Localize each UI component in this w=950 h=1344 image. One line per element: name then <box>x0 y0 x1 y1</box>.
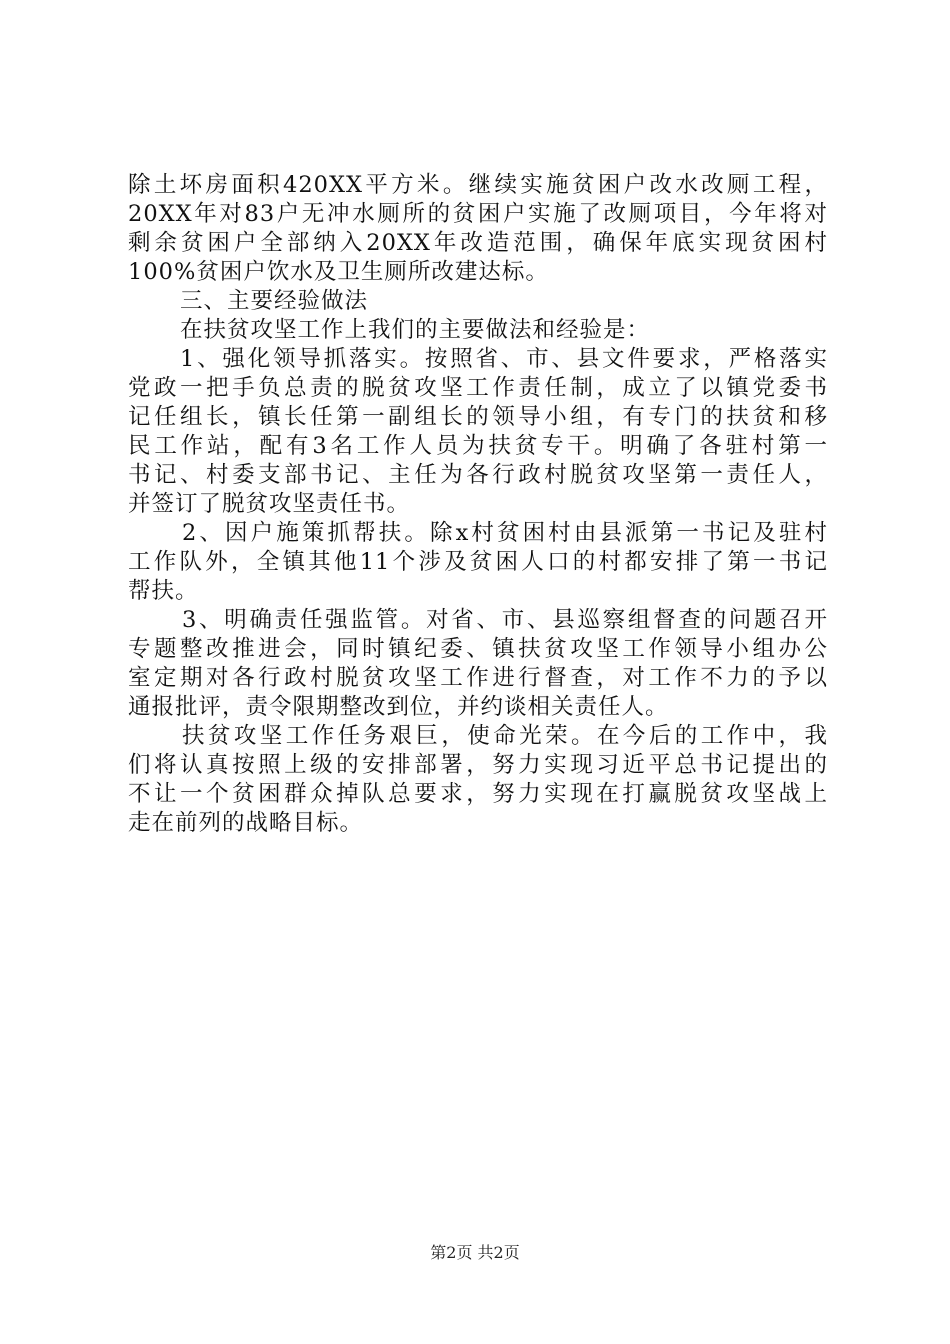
text-line: 除土坏房面积420XX平方米。继续实施贫困户改水改厕工程， <box>128 172 828 198</box>
text-line: 3、明确责任强监管。对省、市、县巡察组督查的问题召开 <box>182 607 828 633</box>
text-line: 室定期对各行政村脱贫攻坚工作进行督查，对工作不力的予以 <box>128 665 828 691</box>
text-line: 专题整改推进会，同时镇纪委、镇扶贫攻坚工作领导小组办公 <box>128 636 828 662</box>
text-line: 1、强化领导抓落实。按照省、市、县文件要求，严格落实 <box>180 346 828 372</box>
text-line: 在扶贫攻坚工作上我们的主要做法和经验是： <box>180 317 651 343</box>
text-line: 2、因户施策抓帮扶。除x村贫困村由县派第一书记及驻村 <box>182 520 828 546</box>
text-line: 民工作站，配有3名工作人员为扶贫专干。明确了各驻村第一 <box>128 433 828 459</box>
text-line: 100%贫困户饮水及卫生厕所改建达标。 <box>128 259 549 285</box>
text-line: 们将认真按照上级的安排部署，努力实现习近平总书记提出的 <box>128 752 828 778</box>
text-line: 工作队外，全镇其他11个涉及贫困人口的村都安排了第一书记 <box>128 549 828 575</box>
text-line: 记任组长，镇长任第一副组长的领导小组，有专门的扶贫和移 <box>128 404 828 430</box>
text-line: 扶贫攻坚工作任务艰巨，使命光荣。在今后的工作中，我 <box>182 723 828 749</box>
text-line: 书记、村委支部书记、主任为各行政村脱贫攻坚第一责任人， <box>128 462 828 488</box>
text-line: 帮扶。 <box>128 578 199 604</box>
text-line: 剩余贫困户全部纳入20XX年改造范围，确保年底实现贫困村 <box>128 230 828 256</box>
text-line: 通报批评，责令限期整改到位，并约谈相关责任人。 <box>128 694 669 720</box>
text-line: 党政一把手负总责的脱贫攻坚工作责任制，成立了以镇党委书 <box>128 375 828 401</box>
text-line: 并签订了脱贫攻坚责任书。 <box>128 491 411 517</box>
text-line: 20XX年对83户无冲水厕所的贫困户实施了改厕项目，今年将对 <box>128 201 828 227</box>
page-footer: 第2页 共2页 <box>430 1243 520 1262</box>
text-line: 不让一个贫困群众掉队总要求，努力实现在打赢脱贫攻坚战上 <box>128 781 828 807</box>
text-line: 走在前列的战略目标。 <box>128 810 364 836</box>
body-text <box>128 171 828 838</box>
section-heading: 三、主要经验做法 <box>180 288 369 314</box>
